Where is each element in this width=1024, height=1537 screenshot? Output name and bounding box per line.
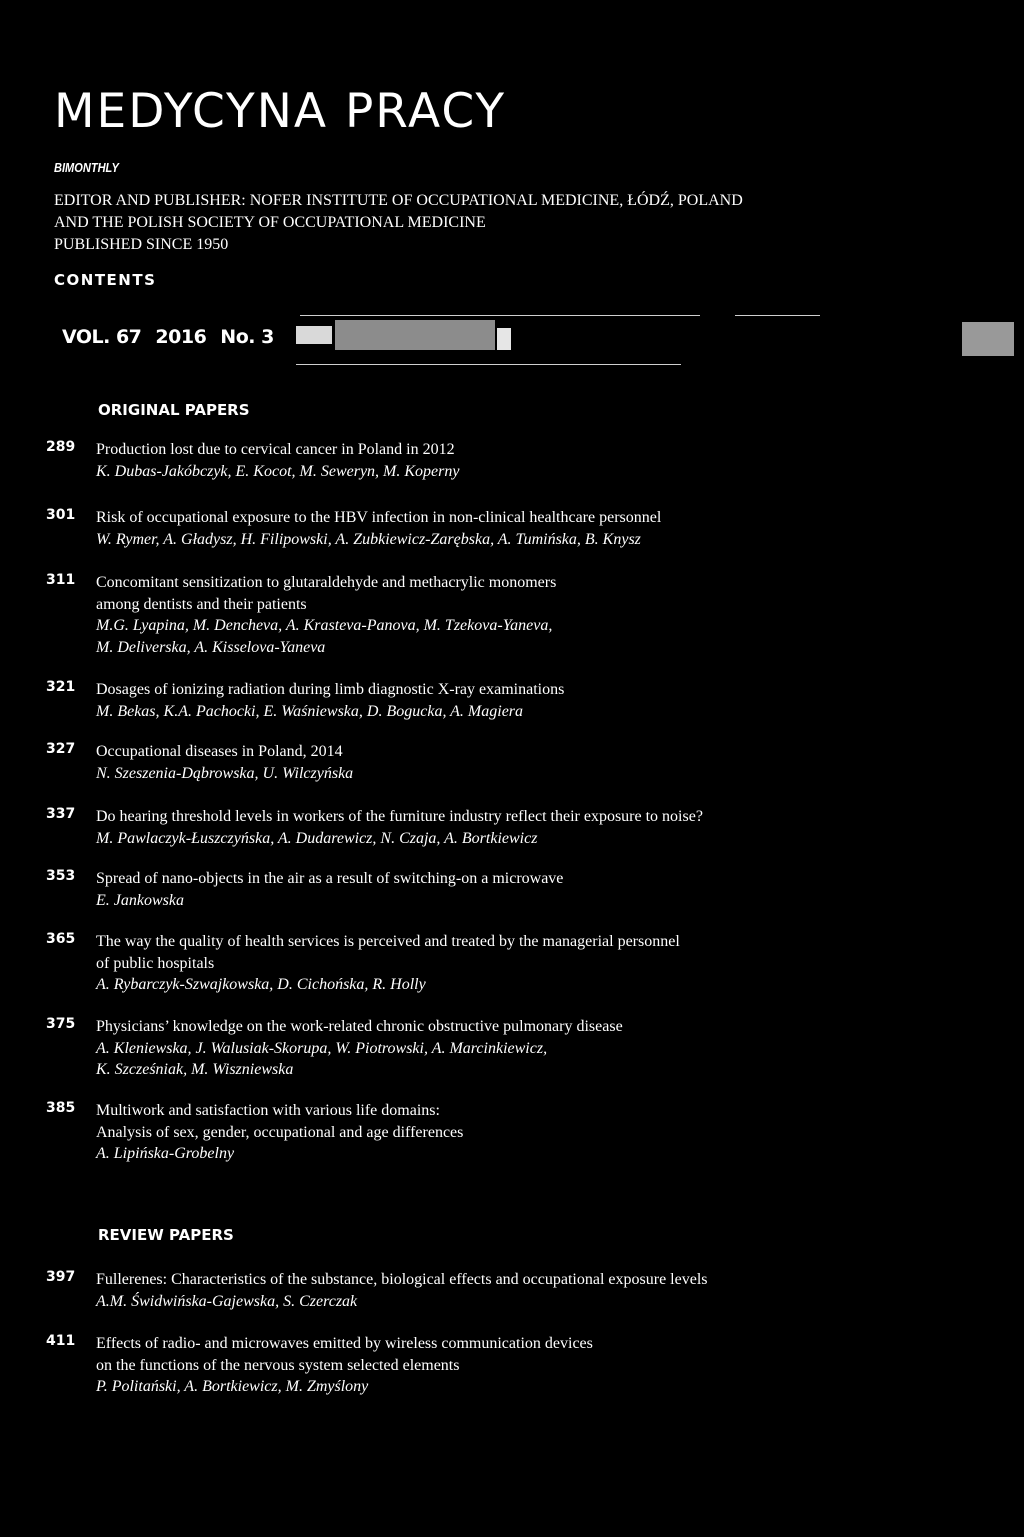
article-authors: K. Dubas-Jakóbczyk, E. Kocot, M. Seweryn, M. Koperny (96, 462, 460, 480)
publisher-line: AND THE POLISH SOCIETY OF OCCUPATIONAL MEDICINE (54, 214, 486, 231)
article-authors: N. Szeszenia-Dąbrowska, U. Wilczyńska (96, 764, 354, 782)
divider-rule (300, 315, 700, 316)
article-authors: M. Bekas, K.A. Pachocki, E. Waśniewska, D. Bogucka, A. Magiera (96, 702, 524, 720)
entry-body (96, 1100, 996, 1165)
volume-label: VOL. 67 (62, 326, 142, 348)
article-title: Physicians’ knowledge on the work-related chronic obstructive pulmonary disease (96, 1018, 623, 1035)
page-number: 375 (46, 1016, 76, 1032)
article-authors: M.G. Lyapina, M. Dencheva, A. Krasteva-Panova, M. Tzekova-Yaneva, (96, 617, 553, 634)
page-number: 301 (46, 507, 76, 523)
page-number: 365 (46, 931, 76, 947)
article-title: Spread of nano-objects in the air as a result of switching-on a microwave (96, 870, 564, 887)
page-number: 289 (46, 439, 76, 455)
article-title: Dosages of ionizing radiation during limb diagnostic X-ray examinations (96, 681, 565, 698)
entry-body (96, 572, 996, 658)
issue-bar (62, 326, 274, 348)
article-authors: E. Jankowska (96, 891, 184, 909)
contents-heading: CONTENTS (54, 271, 157, 289)
divider-rule (735, 315, 820, 316)
divider-rule (296, 364, 681, 365)
year-label: 2016 (155, 326, 207, 348)
article-authors: K. Szcześniak, M. Wiszniewska (96, 1061, 294, 1078)
page-number: 311 (46, 572, 76, 588)
entry-body (96, 439, 996, 482)
entry-body (96, 1016, 996, 1081)
journal-title: MEDYCYNA PRACY (54, 84, 507, 139)
entry-body (96, 507, 996, 550)
article-authors: A. Kleniewska, J. Walusiak-Skorupa, W. Piotrowski, A. Marcinkiewicz, (96, 1039, 548, 1057)
page-number: 321 (46, 679, 76, 695)
section-heading-original: ORIGINAL PAPERS (98, 401, 250, 419)
scan-artifact (962, 322, 1014, 356)
issue-label: No. 3 (220, 326, 274, 348)
entry-body (96, 806, 996, 849)
page-number: 385 (46, 1100, 76, 1116)
article-title: Occupational diseases in Poland, 2014 (96, 743, 343, 760)
page-number: 411 (46, 1333, 76, 1349)
page-number: 353 (46, 868, 76, 884)
article-authors: M. Pawlaczyk-Łuszczyńska, A. Dudarewicz, N. Czaja, A. Bortkiewicz (96, 829, 538, 847)
scan-artifact (296, 326, 332, 344)
article-authors: A.M. Świdwińska-Gajewska, S. Czerczak (96, 1292, 358, 1310)
article-title: Multiwork and satisfaction with various life domains: (96, 1102, 440, 1119)
article-title: Effects of radio- and microwaves emitted by wireless communication devices (96, 1335, 593, 1352)
entry-body (96, 679, 996, 722)
article-authors: P. Politański, A. Bortkiewicz, M. Zmyślony (96, 1378, 369, 1395)
page-number: 397 (46, 1269, 76, 1285)
entry-body (96, 741, 996, 784)
article-title: among dentists and their patients (96, 595, 307, 613)
article-title: Fullerenes: Characteristics of the substance, biological effects and occupational exposure levels (96, 1271, 708, 1288)
scan-artifact (497, 328, 511, 350)
page-number: 327 (46, 741, 76, 757)
article-title: on the functions of the nervous system selected elements (96, 1356, 460, 1374)
article-title: Analysis of sex, gender, occupational and age differences (96, 1123, 464, 1141)
article-authors: M. Deliverska, A. Kisselova-Yaneva (96, 638, 326, 656)
page-number: 337 (46, 806, 76, 822)
article-title: Concomitant sensitization to glutaraldehyde and methacrylic monomers (96, 574, 557, 591)
article-authors: W. Rymer, A. Gładysz, H. Filipowski, A. Zubkiewicz-Zarębska, A. Tumińska, B. Knysz (96, 530, 641, 548)
frequency-label: BIMONTHLY (54, 160, 119, 175)
article-title: of public hospitals (96, 954, 215, 972)
entry-body (96, 868, 996, 911)
entry-body (96, 1269, 996, 1312)
section-heading-review: REVIEW PAPERS (98, 1226, 234, 1244)
article-title: Do hearing threshold levels in workers of the furniture industry reflect their exposure to noise? (96, 808, 703, 825)
article-authors: A. Lipińska-Grobelny (96, 1145, 235, 1162)
entry-body (96, 1333, 996, 1398)
entry-body (96, 931, 996, 996)
publisher-info (54, 190, 743, 256)
article-authors: A. Rybarczyk-Szwajkowska, D. Cichońska, R. Holly (96, 976, 426, 993)
publisher-line: PUBLISHED SINCE 1950 (54, 236, 229, 253)
scan-artifact (335, 320, 495, 350)
article-title: The way the quality of health services is perceived and treated by the managerial personnel (96, 933, 680, 950)
publisher-line: EDITOR AND PUBLISHER: NOFER INSTITUTE OF OCCUPATIONAL MEDICINE, ŁÓDŹ, POLAND (54, 192, 743, 209)
article-title: Risk of occupational exposure to the HBV infection in non-clinical healthcare personnel (96, 509, 662, 526)
article-title: Production lost due to cervical cancer in Poland in 2012 (96, 441, 455, 458)
